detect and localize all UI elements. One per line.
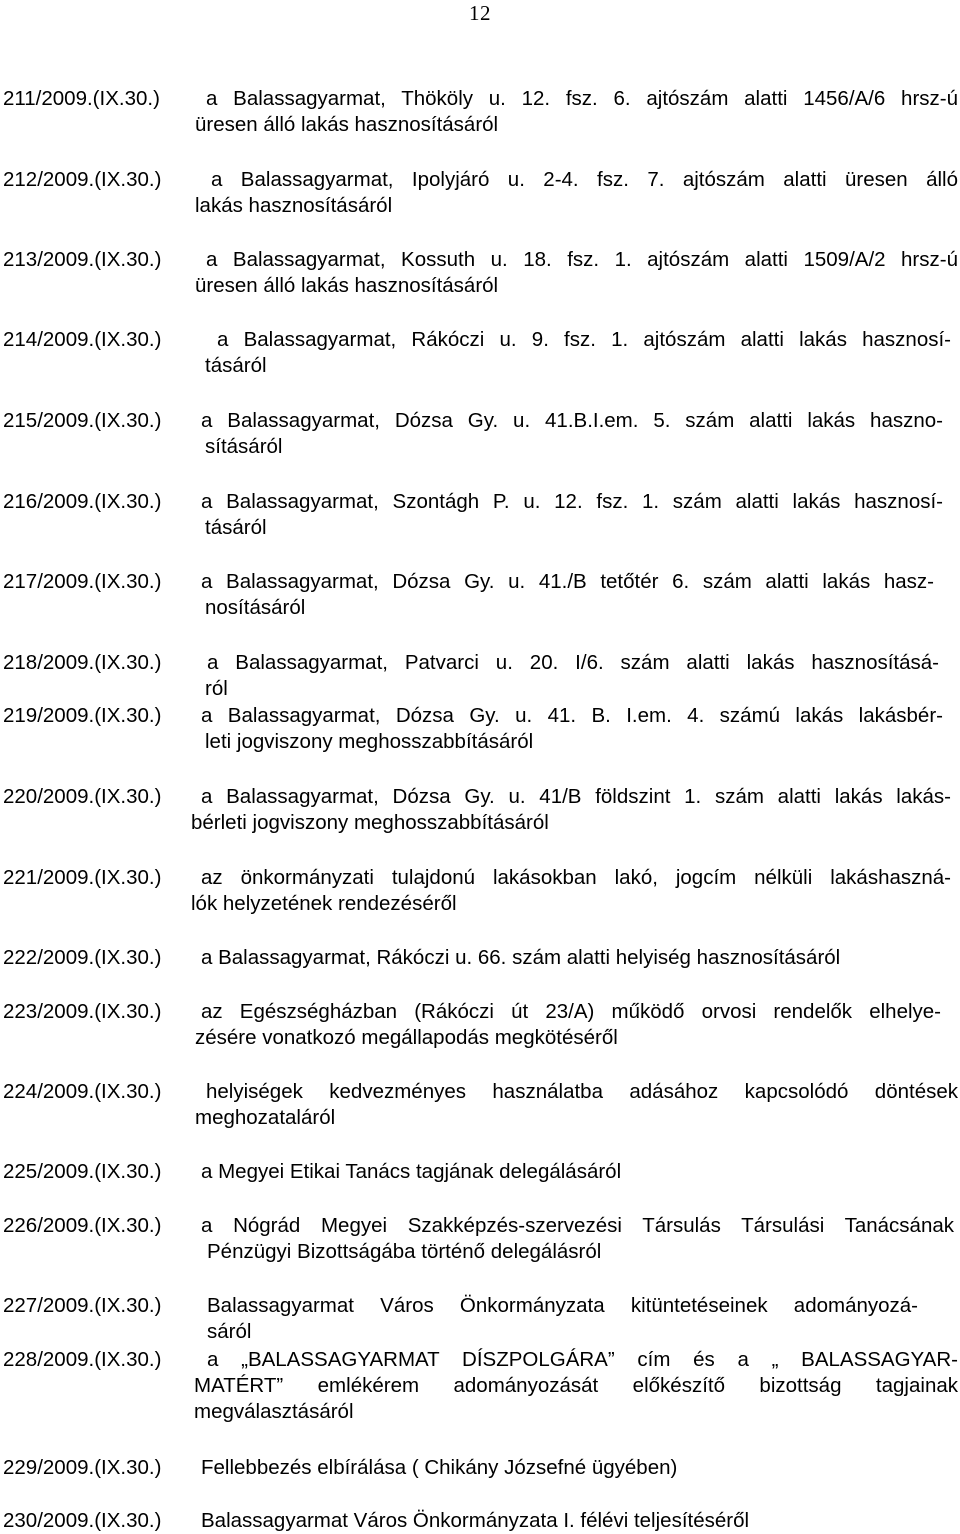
resolution-title-line: a Megyei Etikai Tanács tagjának delegálásáról [201,1160,622,1183]
resolution-title-line: lók helyzetének rendezéséről [191,892,457,915]
resolution-number: 211/2009.(IX.30.) [3,87,160,110]
resolution-number: 216/2009.(IX.30.) [3,490,162,513]
resolution-title-line: meghozataláról [195,1106,336,1129]
resolution-title-line: a Balassagyarmat, Ipolyjáró u. 2-4. fsz. 7. ajtószám alatti üresen álló [211,168,958,191]
resolution-number: 228/2009.(IX.30.) [3,1348,162,1371]
resolution-title-line: a Balassagyarmat, Rákóczi u. 66. szám alatti helyiség hasznosításáról [201,946,841,969]
resolution-title-line: a Balassagyarmat, Dózsa Gy. u. 41/B földszint 1. szám alatti lakás lakás- [201,785,951,808]
resolution-number: 226/2009.(IX.30.) [3,1214,162,1237]
resolution-number: 224/2009.(IX.30.) [3,1080,162,1103]
resolution-title-line: Balassagyarmat Város Önkormányzata kitüntetéseinek adományozá- [207,1294,918,1317]
resolution-title-line: a „BALASSAGYARMAT DÍSZPOLGÁRA” cím és a „ BALASSAGYAR- [207,1348,958,1371]
resolution-title-line: nosításáról [205,596,306,619]
resolution-number: 213/2009.(IX.30.) [3,248,162,271]
resolution-title-line: a Balassagyarmat, Szontágh P. u. 12. fsz. 1. szám alatti lakás hasznosí- [201,490,943,513]
resolution-number: 225/2009.(IX.30.) [3,1160,162,1183]
resolution-title-line: Balassagyarmat Város Önkormányzata I. félévi teljesítéséről [201,1509,750,1532]
resolution-title-line: ról [205,677,228,700]
resolution-number: 219/2009.(IX.30.) [3,704,162,727]
resolution-title-line: lakás hasznosításáról [195,194,393,217]
resolution-number: 220/2009.(IX.30.) [3,785,162,808]
resolution-title-line: a Nógrád Megyei Szakképzés-szervezési Társulás Társulási Tanácsának [201,1214,954,1237]
resolution-title-line: üresen álló lakás hasznosításáról [195,274,499,297]
page-number: 12 [469,1,491,25]
resolution-title-line: MATÉRT” emlékérem adományozását előkészítő bizottság tagjainak [194,1374,958,1397]
resolution-number: 223/2009.(IX.30.) [3,1000,162,1023]
resolution-title-line: sításáról [205,435,283,458]
resolution-number: 222/2009.(IX.30.) [3,946,162,969]
resolution-number: 214/2009.(IX.30.) [3,328,162,351]
resolution-number: 217/2009.(IX.30.) [3,570,162,593]
resolution-title-line: a Balassagyarmat, Dózsa Gy. u. 41./B tetőtér 6. szám alatti lakás hasz- [201,570,934,593]
resolution-title-line: a Balassagyarmat, Dózsa Gy. u. 41.B.I.em. 5. szám alatti lakás haszno- [201,409,943,432]
resolution-number: 212/2009.(IX.30.) [3,168,162,191]
resolution-title-line: az önkormányzati tulajdonú lakásokban lakó, jogcím nélküli lakáshaszná- [201,866,951,889]
resolution-title-line: bérleti jogviszony meghosszabbításáról [191,811,549,834]
resolution-number: 229/2009.(IX.30.) [3,1456,162,1479]
resolution-number: 218/2009.(IX.30.) [3,651,162,674]
resolution-number: 227/2009.(IX.30.) [3,1294,162,1317]
resolution-number: 230/2009.(IX.30.) [3,1509,162,1532]
resolution-title-line: zésére vonatkozó megállapodás megkötéséről [195,1026,618,1049]
resolution-title-line: sáról [207,1320,252,1343]
resolution-title-line: Fellebbezés elbírálása ( Chikány Józsefné ügyében) [201,1456,678,1479]
resolution-number: 215/2009.(IX.30.) [3,409,162,432]
resolution-title-line: tásáról [205,516,267,539]
resolution-title-line: megválasztásáról [194,1400,354,1423]
resolution-title-line: az Egészségházban (Rákóczi út 23/A) működő orvosi rendelők elhelye- [201,1000,941,1023]
resolution-title-line: a Balassagyarmat, Patvarci u. 20. I/6. szám alatti lakás hasznosításá- [207,651,939,674]
resolution-title-line: a Balassagyarmat, Dózsa Gy. u. 41. B. I.em. 4. számú lakás lakásbér- [201,704,943,727]
resolution-title-line: a Balassagyarmat, Kossuth u. 18. fsz. 1. ajtószám alatti 1509/A/2 hrsz-ú [206,248,958,271]
resolution-title-line: leti jogviszony meghosszabbításáról [205,730,534,753]
resolution-title-line: tásáról [205,354,267,377]
resolution-title-line: Pénzügyi Bizottságába történő delegálásról [207,1240,602,1263]
resolution-title-line: üresen álló lakás hasznosításáról [195,113,499,136]
resolution-title-line: helyiségek kedvezményes használatba adásához kapcsolódó döntések [206,1080,958,1103]
resolution-title-line: a Balassagyarmat, Rákóczi u. 9. fsz. 1. ajtószám alatti lakás hasznosí- [217,328,951,351]
resolution-number: 221/2009.(IX.30.) [3,866,162,889]
resolution-title-line: a Balassagyarmat, Thököly u. 12. fsz. 6. ajtószám alatti 1456/A/6 hrsz-ú [206,87,958,110]
